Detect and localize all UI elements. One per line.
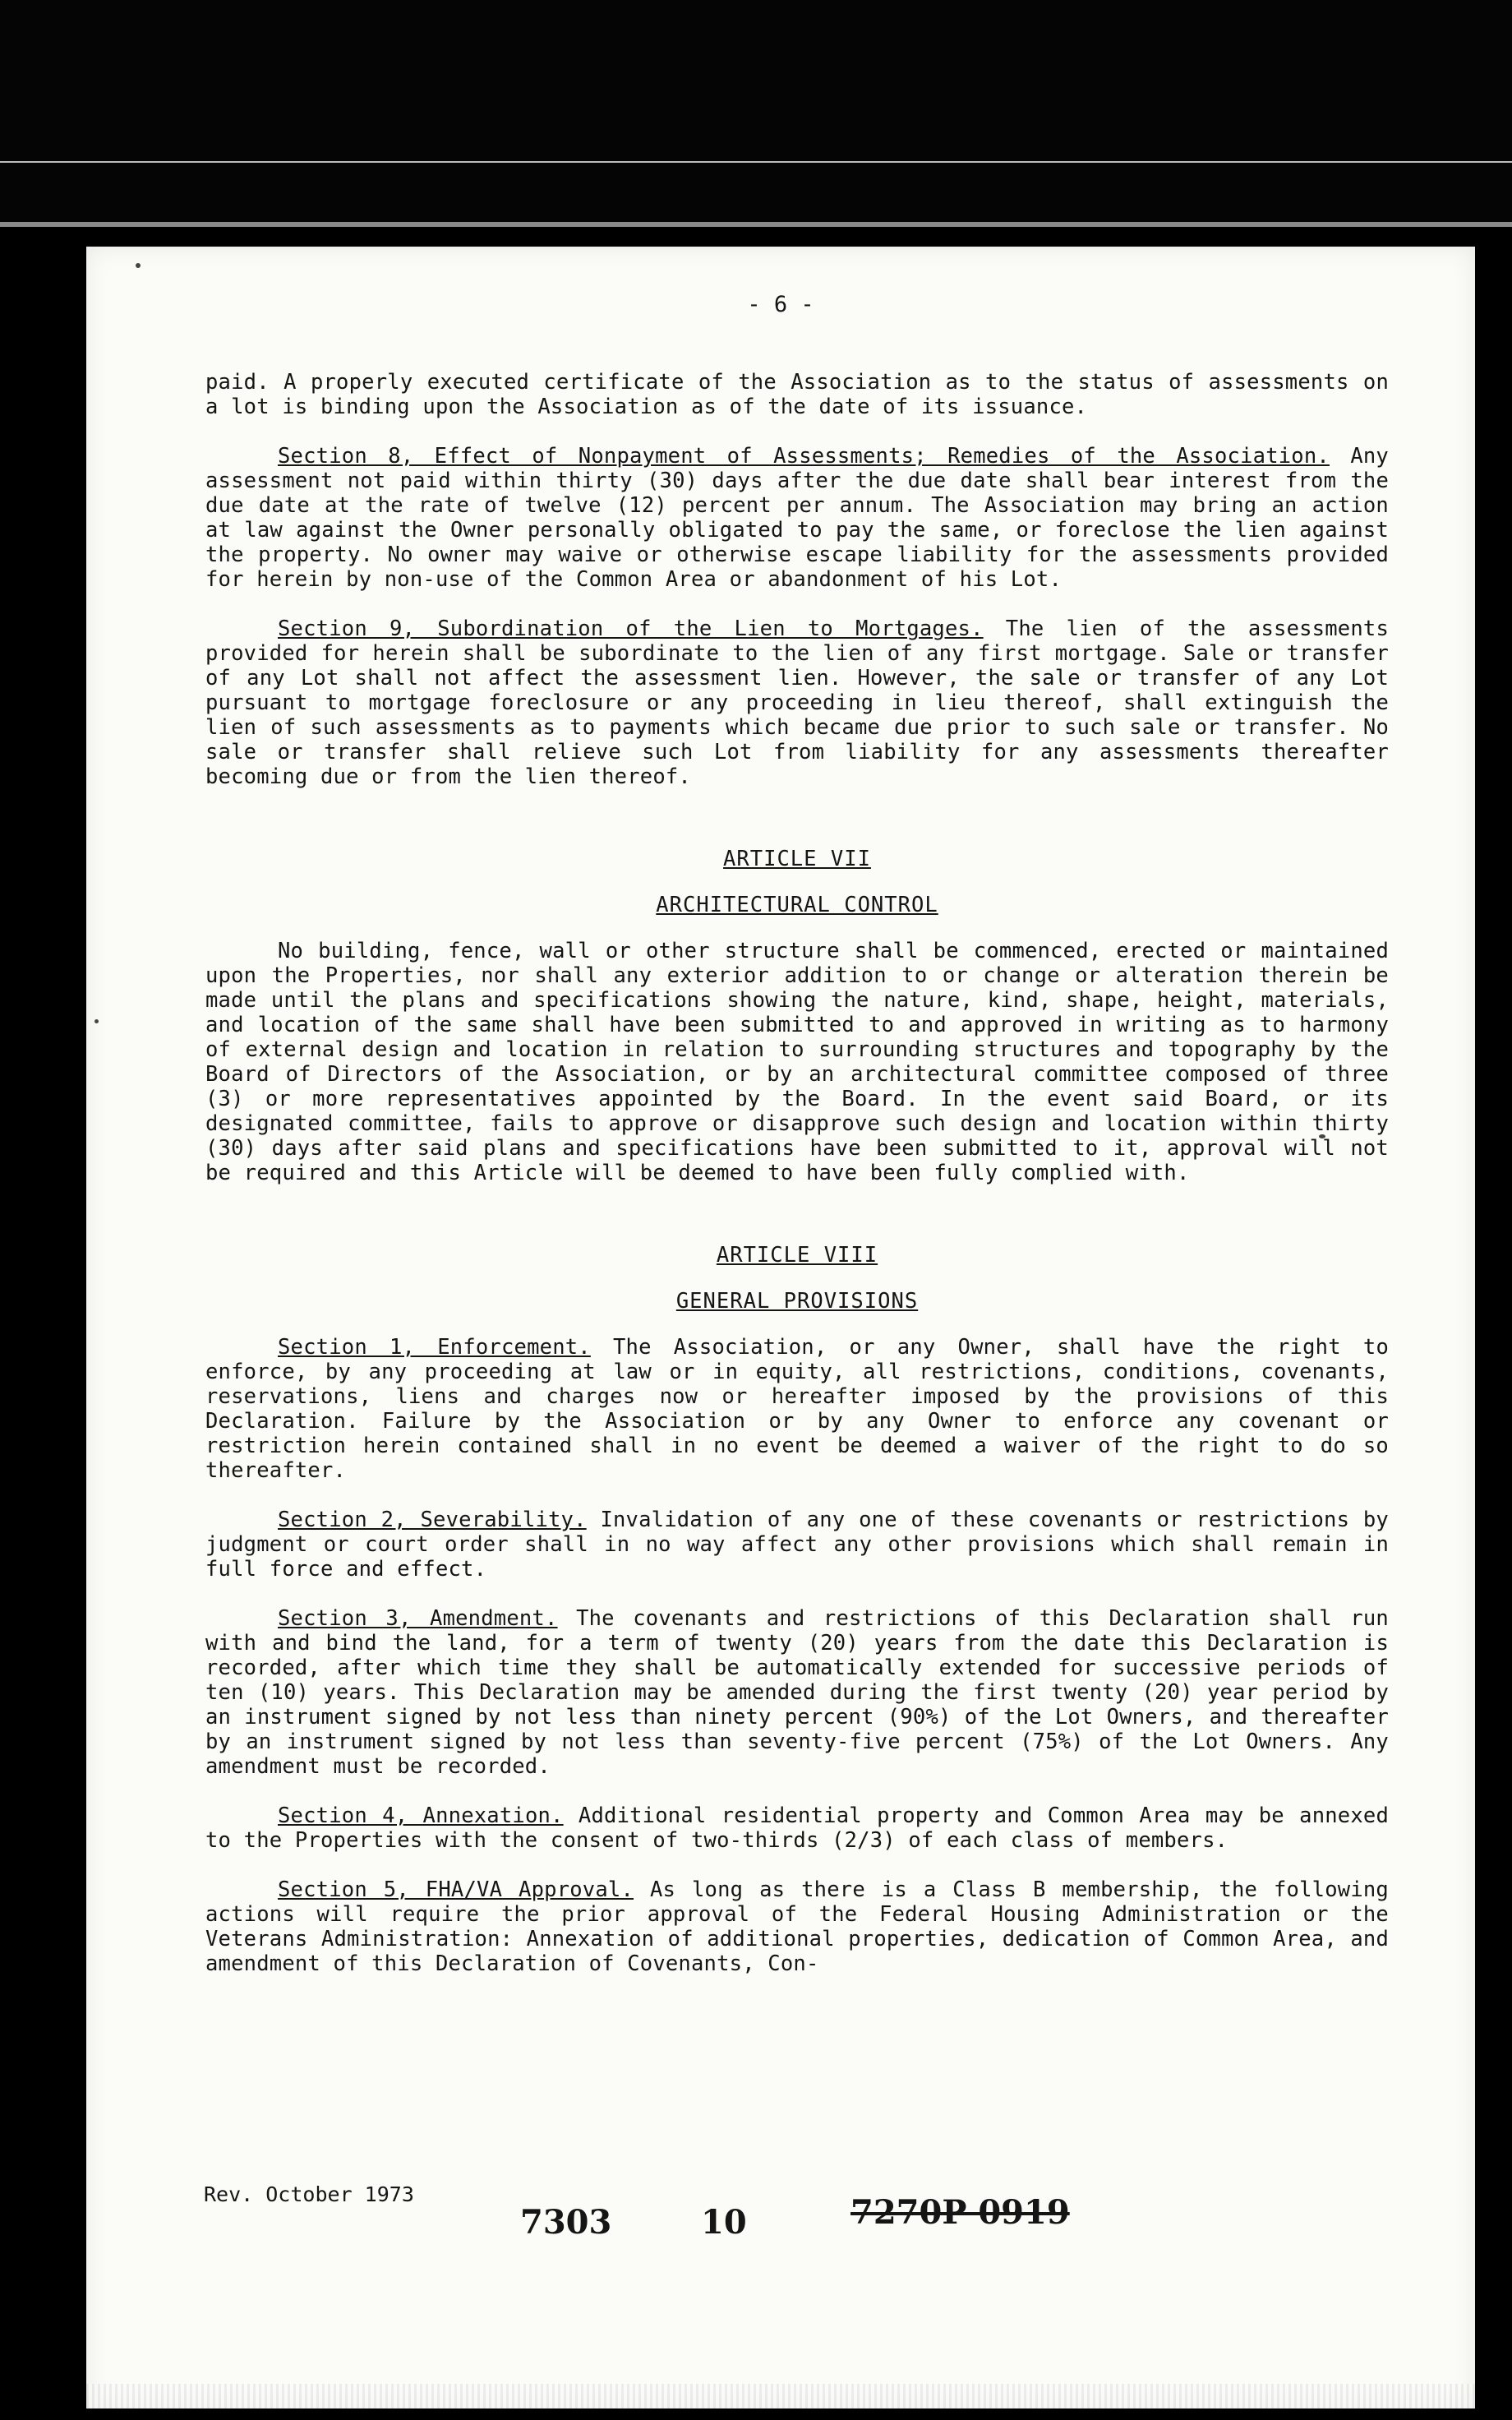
section-heading: Section 2, Severability.: [278, 1508, 587, 1532]
scan-top-border: [0, 0, 1512, 222]
article-8-section-3: [205, 1606, 1389, 1779]
section-8: [205, 444, 1389, 592]
section-8-text: Any assessment not paid within thirty (30) days after the due date shall bear interest from the due date at the rate of twelve (12) percent per annum. The Association may bring an action at law against the Owner personally obligated to pay the same, or foreclose the lien against the property. No owner may waive or otherwise escape liability for the assessments provided for herein by non-use of the Common Area or abandonment of his Lot.: [205, 444, 1389, 592]
article-8-section-4: [205, 1803, 1389, 1853]
article-7-title: ARTICLE VII: [723, 847, 871, 871]
scan-line: [0, 161, 1512, 163]
section-9-text: The lien of the assessments provided for herein shall be subordinate to the lien of any first mortgage. Sale or transfer of any Lot shall not affect the assessment lien. However, the sale or transfer of any Lot pursuant to mortgage foreclosure or any proceeding in lieu thereof, shall extinguish the lien of such assessments as to payments which became due prior to such sale or transfer. No sale or transfer shall relieve such Lot from liability for any assessments thereafter becoming due or from the lien thereof.: [205, 617, 1389, 789]
section-heading: Section 3, Amendment.: [278, 1606, 558, 1631]
article-7-text: No building, fence, wall or other structure shall be commenced, erected or maintained upon the Properties, nor shall any exterior addition to or change or alteration therein be made until the plans and specifications showing the nature, kind, shape, height, materials, and location of the same shall have been submitted to and approved in writing as to harmony of external design and location in relation to surrounding structures and topography by the Board of Directors of the Association, or by an architectural committee composed of three (3) or more representatives appointed by the Board. In the event said Board, or its designated committee, fails to approve or disapprove such design and location within thirty (30) days after said plans and specifications have been submitted to it, approval will not be required and this Article will be deemed to have been fully complied with.: [205, 939, 1389, 1185]
scan-noise: [86, 2384, 1475, 2408]
section-text: The covenants and restrictions of this Declaration shall run with and bind the land, for a term of twenty (20) years from the date this Declaration is recorded, after which time they shall be automatically extended for successive periods of ten (10) years. This Declaration may be amended during the first twenty (20) year period by an instrument signed by not less than ninety percent (90%) of the Lot Owners, and thereafter by an instrument signed by not less than seventy-five percent (75%) of the Lot Owners. Any amendment must be recorded.: [205, 1606, 1389, 1779]
section-text: Invalidation of any one of these covenants or restrictions by judgment or court order shall in no way affect any other provisions which shall remain in full force and effect.: [205, 1508, 1389, 1582]
scan-line: [0, 222, 1512, 227]
page-number: - 6 -: [747, 292, 814, 317]
document-body: [205, 370, 1389, 2001]
article-8-section-1: [205, 1335, 1389, 1483]
section-heading: Section 1, Enforcement.: [278, 1335, 591, 1360]
section-9-heading: Section 9, Subordination of the Lien to Mortgages.: [278, 617, 984, 641]
spacer: [205, 1210, 1389, 1243]
paragraph-continuation: paid. A properly executed certificate of the Association as to the status of assessments on a lot is binding upon the Association as of the date of its issuance.: [205, 370, 1389, 419]
section-text: The Association, or any Owner, shall have the right to enforce, by any proceeding at law or in equity, all restrictions, conditions, covenants, reservations, liens and charges now or hereafter imposed by the provisions of this Declaration. Failure by the Association or by any Owner to enforce any covenant or restriction herein contained shall in no event be deemed a waiver of the right to do so thereafter.: [205, 1335, 1390, 1483]
article-8-title: ARTICLE VIII: [716, 1243, 878, 1268]
article-8-section-2: [205, 1508, 1389, 1582]
section-text: Additional residential property and Common Area may be annexed to the Properties with the consent of two-thirds (2/3) of each class of members.: [205, 1803, 1390, 1853]
scan-speck: [136, 263, 141, 268]
article-7-subtitle: ARCHITECTURAL CONTROL: [656, 893, 938, 917]
scan-speck: [94, 1019, 99, 1023]
article-8-subtitle: GENERAL PROVISIONS: [675, 1289, 919, 1314]
section-heading: Section 5, FHA/VA Approval.: [278, 1877, 634, 1902]
section-text: As long as there is a Class B membership, the following actions will require the prior approval of the Federal Housing Administration or the Veterans Administration: Annexation of additional properties, dedication of Common Area, and amendment of this Declaration of Covenants, Con-: [205, 1877, 1389, 1976]
article-8-section-5: [205, 1877, 1389, 1976]
document-page: [86, 247, 1475, 2408]
recording-stamp-book: 7303: [520, 2203, 612, 2242]
section-8-heading: Section 8, Effect of Nonpayment of Assessments; Remedies of the Association.: [278, 444, 1330, 469]
spacer: [205, 814, 1389, 847]
section-9: [205, 617, 1389, 789]
struck-recording-number: 7270P 0919: [850, 2193, 1070, 2232]
recording-stamp-page: 10: [701, 2203, 747, 2242]
revision-date: Rev. October 1973: [204, 2182, 414, 2206]
section-heading: Section 4, Annexation.: [278, 1803, 564, 1828]
